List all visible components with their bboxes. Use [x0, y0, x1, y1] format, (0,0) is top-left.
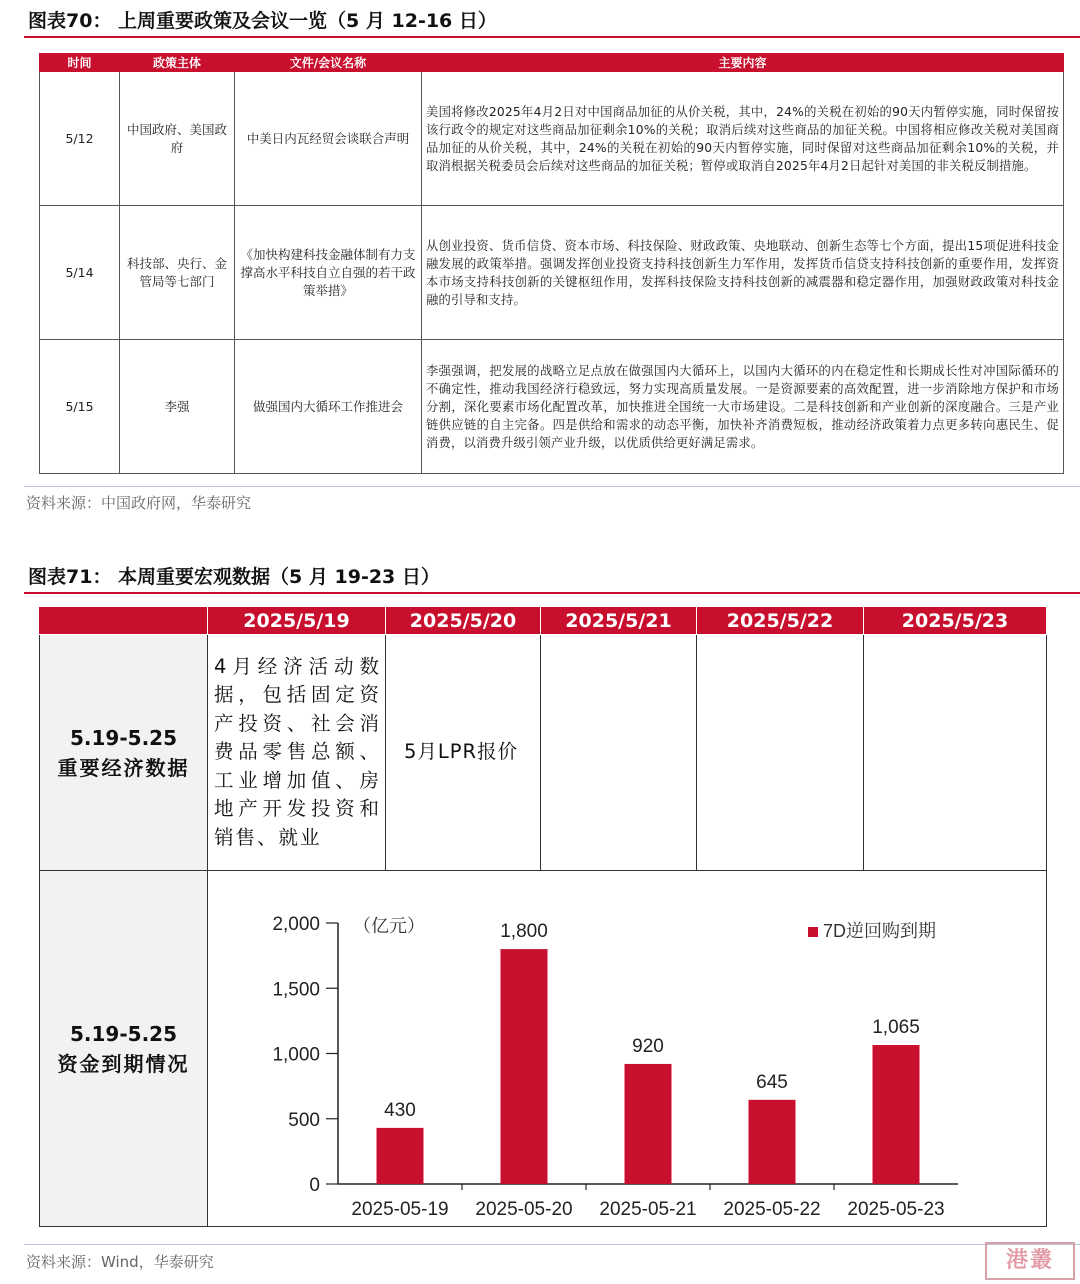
row-date: 5/15: [40, 340, 120, 474]
bar-value-label: 1,800: [500, 920, 548, 942]
row-doc-name: 做强国内大循环工作推进会: [235, 340, 422, 474]
bar-value-label: 1,065: [872, 1016, 920, 1038]
funding-row-head: [40, 871, 208, 1227]
header-date: 2025/5/21: [541, 607, 697, 635]
fig71-bottom-rule: [24, 1244, 1080, 1245]
bar-2025-05-21: [625, 1063, 672, 1183]
table-row: [40, 340, 1064, 474]
policy-table-header: [40, 54, 1064, 72]
row-label: 资金到期情况: [57, 1051, 190, 1076]
macro-table-header: [40, 607, 1047, 635]
bar-2025-05-23: [873, 1045, 920, 1184]
y-tick-label: 0: [309, 1174, 320, 1196]
x-tick-label: 2025-05-21: [599, 1198, 697, 1220]
header-date: 2025/5/22: [697, 607, 864, 635]
economic-cell: [697, 635, 864, 871]
x-tick-label: 2025-05-20: [475, 1198, 573, 1220]
economic-cell: [208, 635, 386, 871]
table-row: [40, 206, 1064, 340]
bar-value-label: 430: [384, 1099, 416, 1121]
legend-label: 7D逆回购到期: [823, 920, 937, 941]
row-doc-name: 中美日内瓦经贸会谈联合声明: [235, 72, 422, 206]
y-tick-label: 1,000: [272, 1044, 320, 1065]
header-blank: [40, 607, 208, 635]
header-doc-name: 文件/会议名称: [235, 54, 422, 72]
unit-label: （亿元）: [353, 915, 425, 936]
row-subject: 中国政府、美国政府: [120, 72, 235, 206]
table-row: [40, 72, 1064, 206]
fig70-rule: [24, 36, 1080, 38]
row-range: 5.19-5.25: [70, 725, 177, 750]
y-tick-label: 2,000: [272, 913, 320, 935]
header-content: 主要内容: [422, 54, 1064, 72]
economic-cell: [541, 635, 697, 871]
chart-cell: [208, 871, 1047, 1227]
x-tick-label: 2025-05-19: [351, 1198, 449, 1220]
row-range: 5.19-5.25: [70, 1021, 177, 1046]
row-content: 李强强调，把发展的战略立足点放在做强国内大循环上，以国内大循环的内在稳定性和长期成长性对冲国际循环的不确定性，推动我国经济行稳致远，努力实现高质量发展。一是资源要素的高效配置，进一步消除地方保护和市场分割，深化要素市场化配置改革，加快推进全国统一大市场建设。二是科技创新和产业创新的深度融合。三是产业链供应链的自主完备。四是供给和需求的动态平衡，加快补齐消费短板，推动经济政策着力点更多转向惠民生、促消费，以消费升级引领产业升级，以优质供给更好满足需求。: [422, 340, 1064, 474]
bar-2025-05-19: [377, 1127, 424, 1183]
watermark-stamp: 港叢: [985, 1242, 1075, 1280]
row-date: 5/12: [40, 72, 120, 206]
row-content: 美国将修改2025年4月2日对中国商品加征的从价关税，其中，24%的关税在初始的90天内暂停实施，同时保留按该行政令的规定对这些商品加征剩余10%的关税；取消后续对这些商品的加征关税。中国将相应修改关税对美国商品加征的从价关税，其中，24%的关税在初始的90天内暂停实施，同时保留对这些商品加征剩余10%的关税，并取消根据关税委员会后续对这些商品的加征关税；暂停或取消自2025年4月2日起针对美国的非关税反制措施。: [422, 72, 1064, 206]
row-content: 从创业投资、货币信贷、资本市场、科技保险、财政政策、央地联动、创新生态等七个方面，提出15项促进科技金融发展的政策举措。强调发挥创业投资支持科技创新生力军作用，发挥货币信贷支持科技创新的重要作用，发挥资本市场支持科技创新的关键枢纽作用，发挥科技保险支持科技创新的减震器和稳定器作用，加强财政政策对科技金融的引导和支持。: [422, 206, 1064, 340]
bar-2025-05-22: [749, 1099, 796, 1183]
fig70-bottom-rule: [24, 486, 1080, 487]
economic-cell-text: 4月经济活动数据，包括固定资产投资、社会消费品零售总额、工业增加值、房地产开发投资和销售、就业: [214, 654, 381, 849]
legend-swatch: [808, 927, 818, 937]
fig70-source: 资料来源：中国政府网，华泰研究: [26, 494, 252, 512]
x-tick-label: 2025-05-23: [847, 1198, 945, 1220]
row-doc-name: 《加快构建科技金融体制有力支撑高水平科技自立自强的若干政策举措》: [235, 206, 422, 340]
header-time: 时间: [40, 54, 120, 72]
economic-data-row: [40, 635, 1047, 871]
header-date: 2025/5/19: [208, 607, 386, 635]
y-tick-label: 1,500: [272, 978, 320, 1000]
macro-table: [39, 606, 1047, 1227]
header-date: 2025/5/23: [864, 607, 1047, 635]
header-date: 2025/5/20: [386, 607, 541, 635]
bar-value-label: 920: [632, 1035, 664, 1057]
y-tick-label: 500: [288, 1109, 320, 1131]
fig71-rule: [24, 592, 1080, 594]
x-tick-label: 2025-05-22: [723, 1198, 821, 1220]
header-subject: 政策主体: [120, 54, 235, 72]
row-subject: 科技部、央行、金管局等七部门: [120, 206, 235, 340]
economic-cell: [386, 635, 541, 871]
policy-table: [39, 53, 1064, 474]
funding-row: [40, 871, 1047, 1227]
economic-cell: [864, 635, 1047, 871]
bar-value-label: 645: [756, 1071, 788, 1093]
row-date: 5/14: [40, 206, 120, 340]
economic-data-row-head: [40, 635, 208, 871]
fig71-source: 资料来源：Wind，华泰研究: [26, 1253, 214, 1271]
fig70-title: 图表70： 上周重要政策及会议一览（5 月 12-16 日）: [28, 10, 497, 32]
fig71-title: 图表71： 本周重要宏观数据（5 月 19-23 日）: [28, 566, 440, 588]
economic-cell-text: 5月LPR报价: [404, 740, 519, 764]
row-label: 重要经济数据: [57, 755, 190, 780]
row-subject: 李强: [120, 340, 235, 474]
bar-2025-05-20: [501, 949, 548, 1184]
repo-maturity-chart: [208, 872, 1046, 1226]
